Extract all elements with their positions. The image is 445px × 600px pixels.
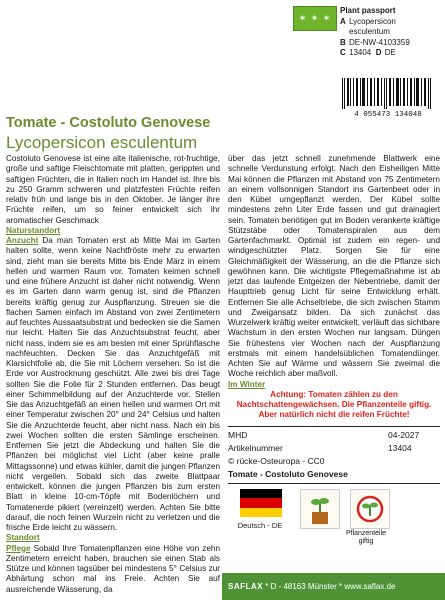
continued-text: über das jetzt schnell zunehmende Blattwerk eine schnelle Verdunstung erfolgt. Nach den Eisheiligen Mitte Mai können die Pflanzen mit Abstand von 75 Zentimetern an einem vollsonnigen Standort ins Gartenbeet oder in den Kübel umgepflanzt werden. Der Kübel sollte mindestens zehn Liter Erde fassen und gut drainagiert sein. Tomaten benötigen gut im Boden verankerte kräftige Stützstäbe oder Tomatenspiralen aus dem Gartenfachmarkt. Optimal ist zudem ein regen- und windgeschützter Platz. Sorgen Sie für eine Gleichmäßigkeit der Wässerung, an die die Pflanze sich gewöhnen kann. Die wichtigste Pflegemaßnahme ist ab jetzt das laufende Entgeizen der Nebentriebe, damit der Haupttrieb genug Licht für seine Entwicklung erhält. Entfernen Sie alle Achseltriebe, die sich zwischen Stamm und Zweigansatz bilden. Da sich zunächst das Wurzelwerk kräftig weiter entwickelt, verläuft das sichtbare Wachstum in den ersten Wochen nur langsam. Düngen Sie frühestens vier Wochen nach der Auspflanzung erstmals mit einem handelsüblichen Tomatendünger. Achten Sie auf Wärme und wässern Sie zweimal die Woche reichlich aber maßvoll. bbox=[228, 154, 440, 379]
barcode bbox=[336, 78, 440, 118]
toxicity-warning: Achtung: Tomaten zählen zu den Nachtschattengewächsen. Die Pflanzenteile giftig. Aber natürlich nicht die reifen Früchte! bbox=[236, 389, 432, 420]
anzucht-keyword: Anzucht bbox=[6, 236, 39, 245]
passport-b-value: DE-NW-4103359 bbox=[349, 37, 410, 47]
passport-c-value: 13404 bbox=[349, 48, 372, 57]
passport-a-line2: esculentum bbox=[349, 27, 390, 36]
passport-a-line1: Lycopersicon bbox=[349, 16, 396, 26]
article-number-label: Artikelnummer bbox=[228, 443, 283, 453]
section-im-winter: Im Winter bbox=[228, 379, 266, 389]
anzucht-paragraph bbox=[6, 236, 220, 533]
section-standort: Standort bbox=[6, 533, 40, 543]
brand-footer bbox=[222, 573, 445, 600]
section-naturstandort: Naturstandort bbox=[6, 225, 61, 235]
photo-copyright: © rücke-Osteuropa - CC0 bbox=[228, 456, 325, 466]
divider-top bbox=[228, 426, 440, 427]
seed-packet-photo-area bbox=[0, 0, 284, 85]
language-label: Deutsch - DE bbox=[237, 521, 283, 530]
plant-passport: Plant passport A Lycopersicon esculentum B DE-NW-4103359 C 13404 D DE bbox=[340, 6, 440, 59]
product-facts bbox=[228, 429, 440, 481]
pflege-text: Sobald Ihre Tomatenpflanzen eine Höhe von zehn Zentimetern erreicht haben, brauchen sie einen Stab als Stütze und können tagsüber bei mindestens 5° Celsius zur Abhärtung schon mal ins Freie. Achten Sie auf ausreichende Wässerung, da bbox=[6, 543, 220, 594]
mhd-label: MHD bbox=[228, 430, 248, 440]
mhd-value: 04-2027 bbox=[388, 430, 420, 440]
divider-bottom bbox=[228, 483, 440, 484]
anzucht-text: Da man Tomaten erst ab Mitte Mai im Garten halten sollte, wenn keine Nachtfröste mehr zu erwarten sind, zieht man sie bereits Mitte bis Ende März in einem hellen und warmen Raum vor. Tomaten keimen schnell und eine frühere Anzucht ist daher nicht notwendig. Wenn es im Garten dann warm genug ist, sind die Pflanzen bereits kräftig genug zur Auspflanzung. Streuen sie die flachen Samen einfach im Abstand von zwei Zentimetern auf feuchtes Aussaatsubstrat und bedecken sie die Samen nur leicht. Halten Sie das Anzuchtsubstrat feucht, aber nicht nass, indem sie es am besten mit einer Sprühflasche nachfeuchten. Decken Sie das Anzuchtgefäß mit Klarsichtfolie ab, die Sie mit Löchern versehen. So ist die Erde vor Austrocknung geschützt. Alle zwei bis drei Tage sollten Sie die Folie für 2 Stunden entfernen. Das beugt einer Schimmelbildung auf der Anzuchterde vor. Stellen Sie das Anzuchtgefäß an einen hellen und warmen Ort mit einer Temperatur zwischen 20° und 24° Celsius und halten Sie die Anzuchterde feucht, aber nicht nass. Nach ein bis zwei Wochen sollten die ersten Sämlinge erscheinen. Entfernen Sie jetzt die Abdeckung und halten Sie die Pflanzen bei möglichst viel Licht (aber keine pralle Mittagssonne) und etwas kühler, damit die jungen Pflanzen nicht vergeilen. Sobald sich das zweite Blattpaar entwickelt, können die jungen Pflanzen bis zum ersten Blatt in kleine 10-cm-Töpfe mit Bodenlöchern und Tomatenerde pikiert (vereinzelt) werden. Achten Sie bitte darauf, die noch feinen Wurzeln nicht zu verletzen und die frische Erde leicht zu wässern. bbox=[6, 236, 220, 532]
article-number-value: 13404 bbox=[388, 443, 412, 453]
barcode-number: 4 055473 134048 bbox=[354, 111, 422, 118]
text-column-right bbox=[228, 154, 440, 421]
product-title: Tomate - Costoluto Genovese bbox=[6, 115, 211, 131]
toxic-plant-icon bbox=[350, 489, 390, 529]
brand-name: SAFLAX bbox=[228, 582, 263, 591]
eu-organic-logo: ✶ ✶ ✶ bbox=[293, 6, 337, 31]
passport-d-value: DE bbox=[384, 48, 396, 57]
plant-name: Tomate - Costoluto Genovese bbox=[228, 469, 348, 479]
latin-name: Lycopersicon esculentum bbox=[6, 133, 198, 152]
pflege-keyword: Pflege bbox=[6, 543, 31, 553]
intro-text: Costoluto Genovese ist eine alte italienische, rot-fruchtige, große und saftige Fleischtomate mit platten, gerippten und saftigen Früchten, die in Italien noch im Handel ist. Ihre bis zu 250 Gramm schweren und platzfesten Früchte reifen relativ früh und lange bis in den Oktober. Je länger ihre Früchte reifen, um so feiner entwickelt sich ihr aromatischer Geschmack bbox=[6, 154, 220, 225]
pflege-paragraph bbox=[6, 544, 220, 595]
toxic-plant-label: Pflanzenteile giftig bbox=[345, 530, 387, 545]
german-flag-icon bbox=[240, 489, 282, 517]
plant-passport-heading: Plant passport bbox=[340, 6, 396, 15]
text-column-left bbox=[6, 154, 220, 595]
brand-address: * D - 48163 Münster * www.saflax.de bbox=[263, 582, 396, 591]
sowing-instruction-icon bbox=[300, 489, 340, 529]
